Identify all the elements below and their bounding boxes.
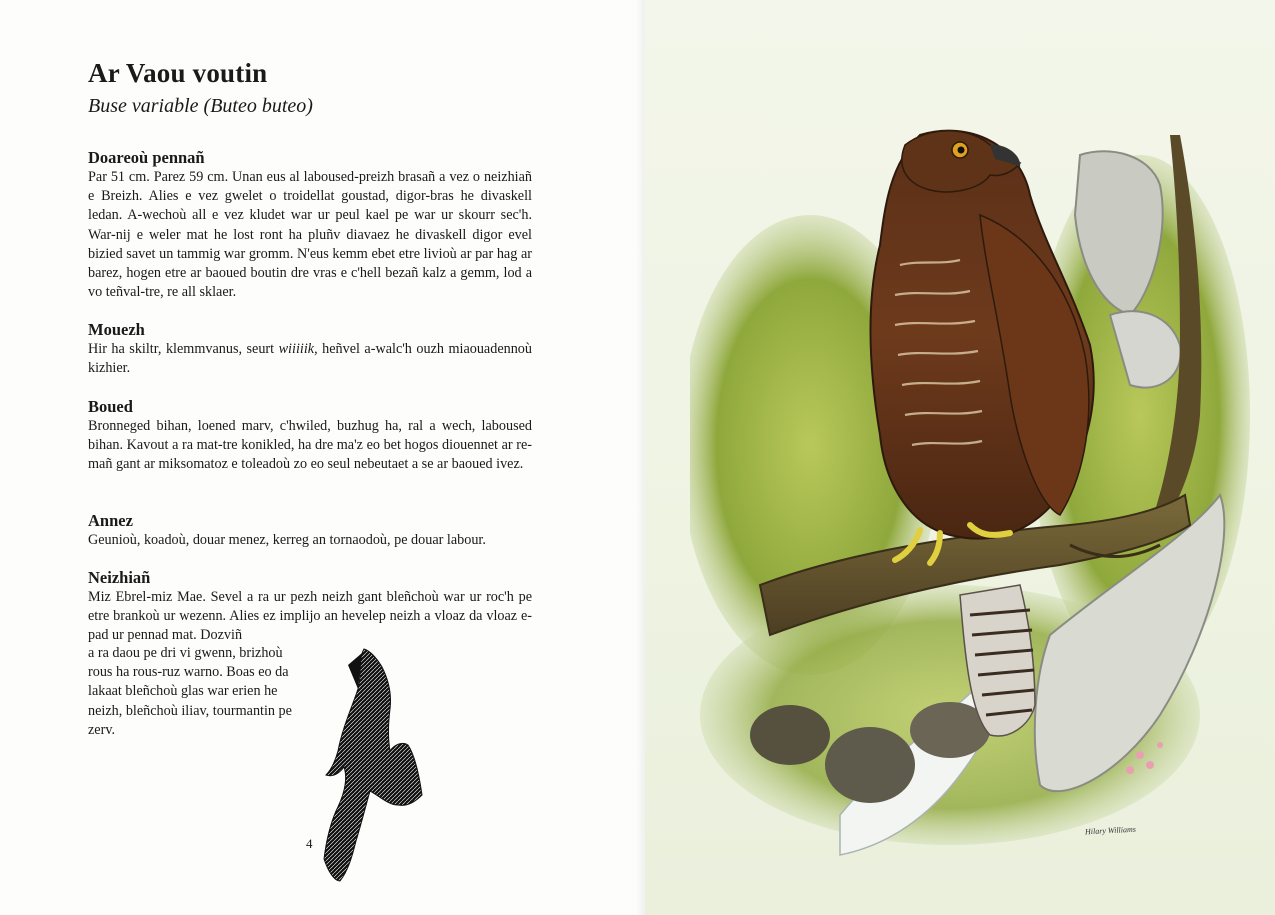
section-body-doareou: Par 51 cm. Parez 59 cm. Unan eus al laboused-preizh brasañ a vez o neizhiañ e Breizh. Alies e vez gwelet o troidellat goustad, digor-bras he divaskell ledan. A-wechoù all e vez kludet war ur peul kael pe war ur skourr sec'h. War-nij e weler mat he lost ront ha pluñv diavaez he divaskell digor evel bizied savet un tammig war gromm. N'eus kemm ebet etre livioù ar par hag ar barez, hogen etre ar baoued boutin dre vras e c'hell bezañ kalz a gemm, lod a vo teñval-tre, re all sklaer. [88, 169, 532, 301]
section-boued [88, 397, 532, 475]
section-annez [88, 511, 532, 550]
section-body-neizhian-wide: Miz Ebrel-miz Mae. Sevel a ra ur pezh neizh gant bleñchoù war ur roc'h pe etre brankoù ur wezenn. Alies ez implijo an hevelep neizh a vloaz da vloaz e-pad ur pennad mat. Dozviñ [88, 589, 532, 644]
flying-buzzard-icon [318, 645, 426, 885]
section-body-neizhian-narrow: a ra daou pe dri vi gwenn, brizhoù rous ha rous-ruz warno. Boas eo da lakaat bleñchoù glas war erien he neizh, bleñchoù iliav, tourmantin pe zerv. [88, 645, 292, 738]
mouezh-text-start: Hir ha skiltr, klemmvanus, seurt [88, 341, 279, 357]
page-subtitle: Buse variable (Buteo buteo) [88, 95, 313, 117]
page-title: Ar Vaou voutin [88, 58, 268, 88]
section-neizhian [88, 568, 532, 646]
mouezh-call-italic: wiiiiik [278, 341, 315, 357]
perched-buzzard-painting [690, 115, 1250, 875]
section-doareou [88, 148, 532, 302]
section-title-doareou: Doareoù pennañ [88, 148, 205, 167]
section-title-annez: Annez [88, 511, 133, 530]
mouezh-text-end: , heñvel a-walc'h ouzh miaouadennoù kizhier. [88, 341, 532, 377]
section-mouezh [88, 320, 532, 378]
section-body-boued: Bronneged bihan, loened marv, c'hwiled, buzhug ha, ral a wech, laboused bihan. Kavout a ra mat-tre konikled, ha dre ma'z eo bet hogos diouennet ar re-mañ gant ar miksomatoz e toleadoù zo eo seul nebeutaet a se ar baoued ivez. [88, 418, 532, 473]
section-title-mouezh: Mouezh [88, 320, 145, 339]
section-neizhian-narrow [88, 644, 532, 740]
section-title-neizhian: Neizhiañ [88, 568, 151, 587]
section-title-boued: Boued [88, 397, 133, 416]
section-body-mouezh [88, 340, 532, 378]
artist-signature: Hilary Williams [1084, 824, 1137, 837]
section-body-annez: Geunioù, koadoù, douar menez, kerreg an tornaodoù, pe douar labour. [88, 532, 486, 548]
page-number: 4 [306, 836, 313, 851]
